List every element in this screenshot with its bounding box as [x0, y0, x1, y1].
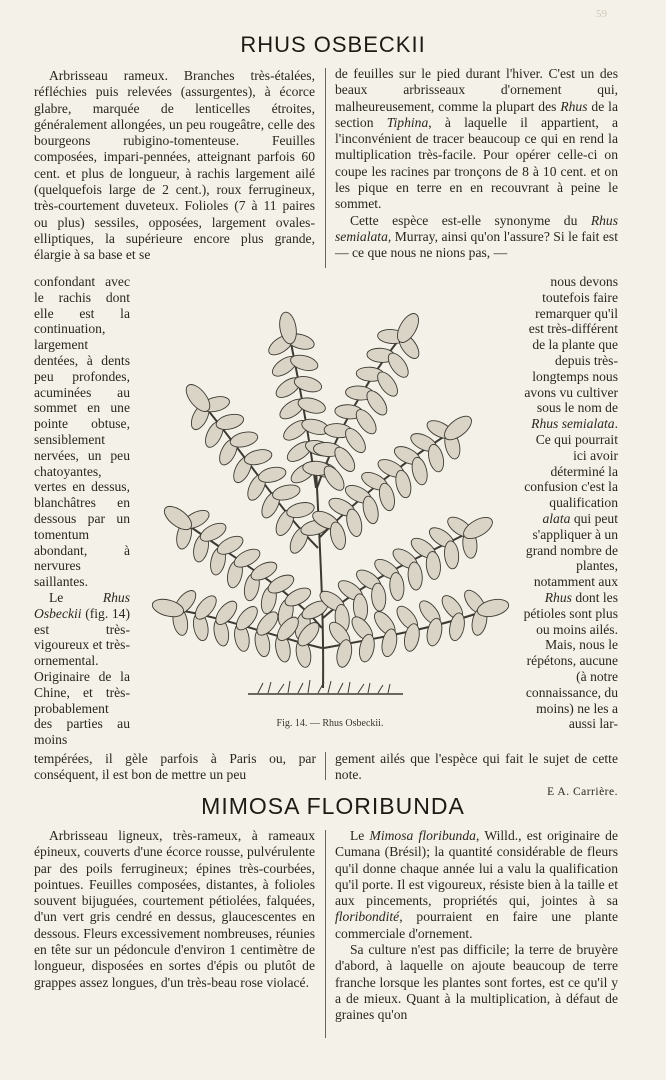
- paragraph: Arbrisseau rameux. Branches très-étalées, réfléchies puis relevées (assurgentes), à écorce glabre, marquée de lenticelles étroites, généralement allongées, un peu rougeâtre, celle des bourgeons rubigino-tomenteuse. Feuilles composées, impari-pennées, atteignant parfois 60 cent. et plus de longueur, à rachis largement ailé (quelquefois large de 2 cent.), roux ferrugineux, très-courtement duveteux. Folioles (7 à 11 paires ou plus) sessiles, opposées, largement ovales-elliptiques, la supérieure encore plus grande, élargie à sa base et se: [34, 68, 315, 263]
- leaflet: [407, 561, 423, 590]
- paragraph: tempérées, il gèle parfois à Paris ou, par conséquent, il est bon de mettre un peu: [34, 751, 316, 783]
- paragraph: Cette espèce est-elle synonyme du Rhus semialata, Murray, ainsi qu'on l'assure? Si le fait est — ce que nous ne nions pas, —: [335, 212, 618, 261]
- leaflet: [389, 572, 405, 601]
- rhus-column-right-narrow: [519, 274, 618, 732]
- leaflet: [357, 633, 376, 663]
- paragraph: Arbrisseau ligneux, très-rameux, à rameaux épineux, couverts d'une écorce rousse, pulvérulente par des poils ferrugineux; épines très-courbées, pointues. Feuilles composées, distantes, à folioles souvent bijuguées, courtement pétiolées, falquées, d'un vert gris cendré en dessus, glaucescentes en dessous. Fleurs excessivement nombreuses, réunies en tête sur un pédoncule d'environ 1 centimètre de longueur, disposées en sortes d'épis ou plutôt de grappes assez longues, d'un très-beau rose violacé.: [34, 828, 315, 990]
- column-divider: [325, 752, 326, 780]
- paragraph: confondant avec le rachis dont elle est la continuation, largement dentées, à dents peu profondes, acuminées au sommet en une pointe obtuse, sensiblement nervées, un peu chatoyantes, vertes en dessus, blanchâtres en dessous par un tomentum abondant, à nervures saillantes.: [34, 274, 130, 590]
- paragraph: Sa culture n'est pas difficile; la terre de bruyère d'abord, à laquelle on ajoute beaucoup de terre franche lorsque les plantes sont fortes, est ce qu'il y a de mieux. Quant à la multiplication, à défaut de graines qu'on: [335, 942, 618, 1023]
- column-divider: [325, 68, 326, 268]
- ground-grass: [248, 680, 403, 694]
- paragraph: de feuilles sur le pied durant l'hiver. C'est un des beaux arbrisseaux d'ornement qui, malheureusement, comme la plupart des Rhus de la section Tiphina, à laquelle il appartient, a l'inconvénient de tracer beaucoup ce qui en rend la multiplication très-facile. Pour opérer celle-ci on coupe les racines par tronçons de 8 à 10 cent. et on les pique en terre en en recouvrant à peine le sommet.: [335, 66, 618, 212]
- column-divider: [325, 830, 326, 1038]
- figure-caption: Fig. 14. — Rhus Osbeckii.: [276, 718, 384, 729]
- plant-leaves: [151, 310, 511, 668]
- paragraph: nous devons toutefois faire remarquer qu'il est très-différent de la plante que depuis très-longtemps nous avons vu cultiver sous le nom de Rhus semialata. Ce qui pourrait ici avoir déterminé la confusion c'est la qualification alata qui peut s'appliquer à un grand nombre de plantes, notamment aux Rhus dont les pétioles sont plus ou moins ailés. Mais, nous le répétons, aucune (à notre connaissance, du moins) ne les a aussi lar-: [523, 274, 618, 732]
- leaflet: [425, 551, 441, 580]
- rhus-column-right-top: [335, 66, 618, 262]
- rhus-osbeckii-illustration: [138, 288, 518, 708]
- paragraph: Le Rhus Osbeckii (fig. 14) est très-vigoureux et très-ornemental. Originaire de la Chine, et très-probablement des parties au moins: [34, 589, 130, 748]
- article-title-mimosa: MIMOSA FLORIBUNDA: [201, 793, 465, 819]
- leaflet: [425, 617, 444, 647]
- leaflet: [443, 540, 459, 569]
- article-title-rhus: RHUS OSBECKII: [240, 32, 426, 57]
- leaflet: [402, 622, 421, 652]
- mimosa-column-right: [335, 828, 618, 1024]
- rhus-column-left-bottom: [34, 751, 316, 784]
- mimosa-column-left: [34, 828, 315, 991]
- author-signature: E A. Carrière.: [547, 785, 618, 798]
- paragraph: Le Mimosa floribunda, Willd., est originaire de Cumana (Brésil); la quantité considérable de fleurs qu'il donne chaque année lui a valu la qualification qu'il porte. Il est vigoureux, résiste bien à la taille et aux pincements, propriétés qui, jointes à sa floribondité, pourraient en faire une plante commerciale d'ornement.: [335, 828, 618, 941]
- leaflet: [380, 628, 399, 658]
- leaflet: [370, 583, 386, 612]
- rhus-column-left-narrow: [34, 274, 130, 748]
- paragraph: gement ailés que l'espèce qui fait le sujet de cette note.: [335, 751, 618, 783]
- rhus-column-left-top: [34, 68, 315, 264]
- leaflet: [447, 612, 466, 642]
- page-number: 59: [596, 8, 607, 20]
